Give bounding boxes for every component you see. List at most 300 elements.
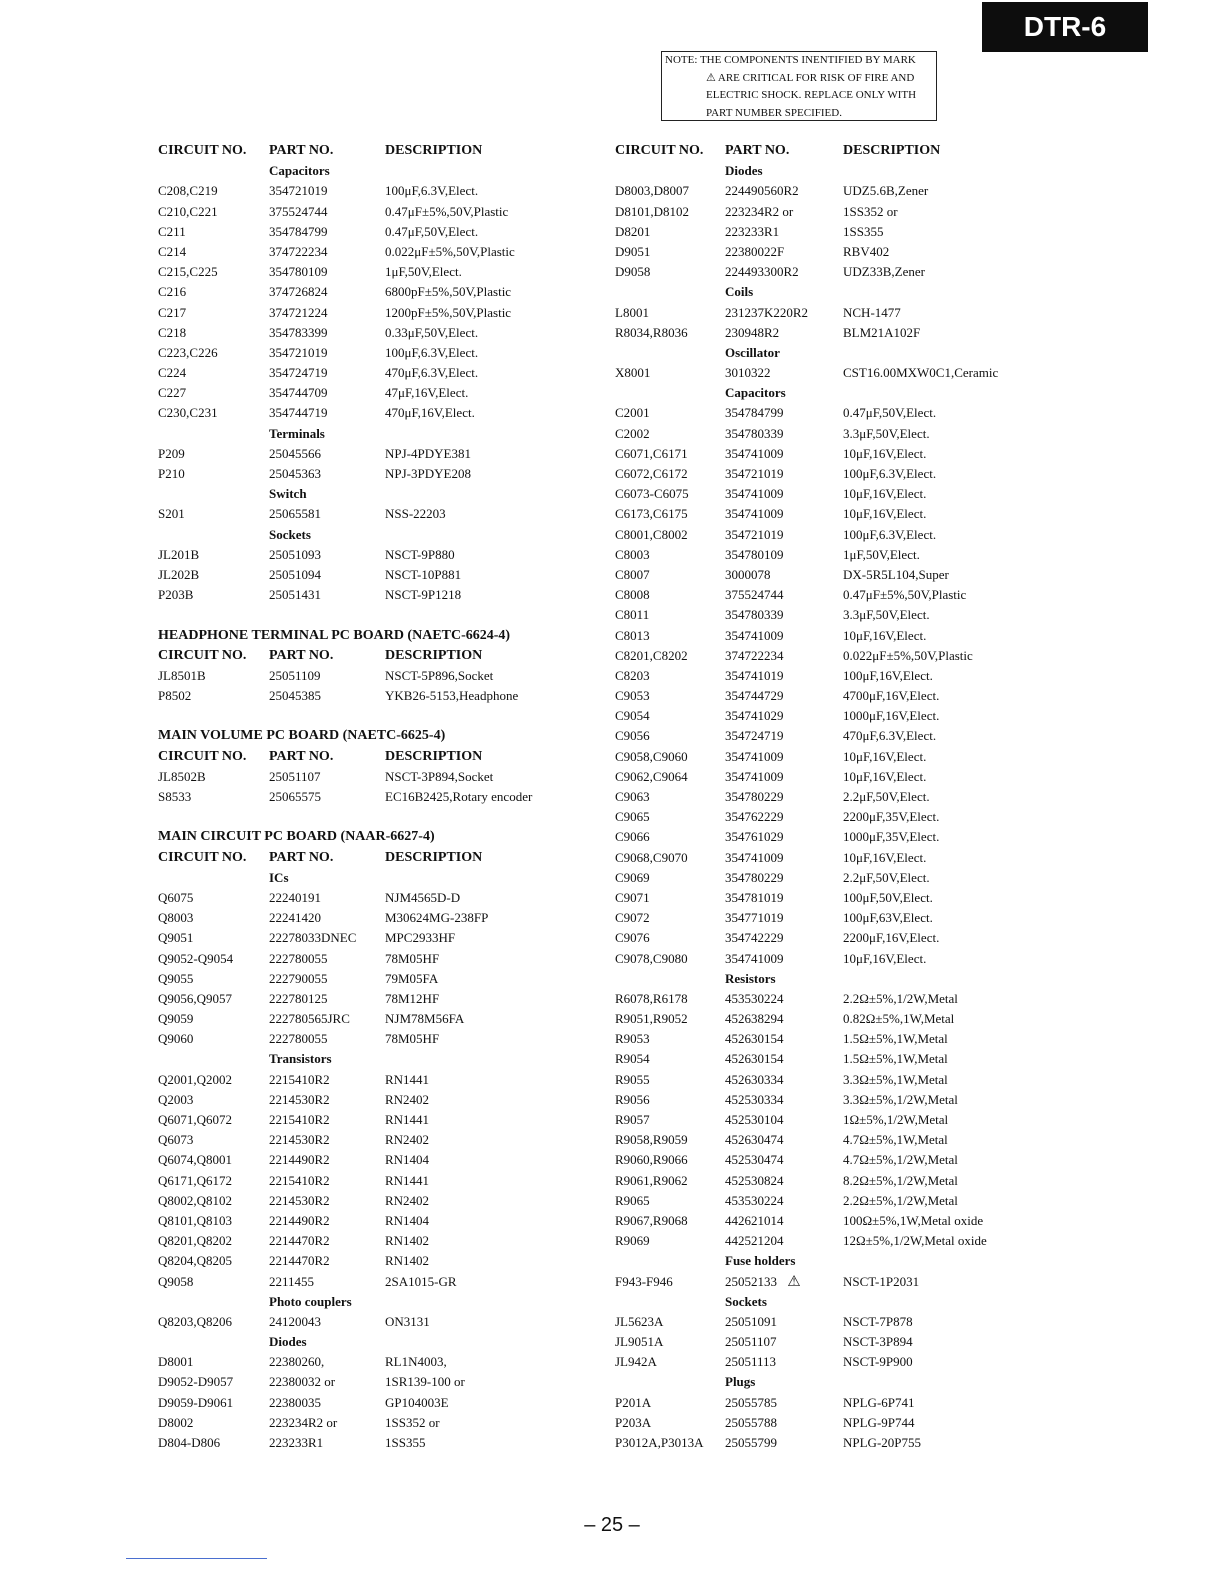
part-no bbox=[725, 888, 843, 908]
description: 3.3Ω±5%,1W,Metal bbox=[843, 1071, 948, 1087]
part-no bbox=[725, 706, 843, 726]
circuit-no: Q8002,Q8102 bbox=[158, 1192, 233, 1208]
part-no-text: 375524744 bbox=[269, 203, 328, 219]
group-label: Plugs bbox=[725, 1374, 756, 1390]
description: 78M12HF bbox=[385, 990, 440, 1006]
part-row bbox=[615, 989, 1023, 1009]
part-no bbox=[269, 504, 385, 524]
part-row bbox=[158, 1312, 555, 1332]
part-no bbox=[269, 282, 385, 302]
group-label-row bbox=[615, 969, 1023, 989]
description: 2200μF,16V,Elect. bbox=[843, 930, 940, 946]
part-no bbox=[269, 1171, 385, 1191]
part-row bbox=[615, 1090, 1023, 1110]
part-no bbox=[269, 464, 385, 484]
part-no-text: 22380035 bbox=[269, 1394, 321, 1410]
part-no bbox=[269, 181, 385, 201]
part-no-text: 25051107 bbox=[269, 768, 321, 784]
part-row bbox=[158, 363, 555, 383]
part-no-text: 354721019 bbox=[269, 344, 328, 360]
part-row bbox=[615, 848, 1023, 868]
part-no-text: 25052133 bbox=[725, 1273, 777, 1289]
part-no bbox=[269, 1433, 385, 1453]
description: DX-5R5L104,Super bbox=[843, 566, 949, 582]
description: 1SS355 bbox=[385, 1435, 426, 1450]
group-label: Switch bbox=[269, 486, 307, 502]
part-no-text: 354780109 bbox=[725, 546, 784, 562]
description: NJM78M56FA bbox=[385, 1011, 465, 1027]
circuit-no: C8201,C8202 bbox=[615, 647, 688, 663]
spacer bbox=[158, 706, 555, 726]
part-no bbox=[725, 605, 843, 625]
circuit-no: Q9055 bbox=[158, 970, 194, 986]
part-no bbox=[725, 1130, 843, 1150]
description: NPLG-20P755 bbox=[843, 1435, 922, 1450]
description: 2.2Ω±5%,1/2W,Metal bbox=[843, 990, 958, 1006]
part-no bbox=[269, 908, 385, 928]
part-row bbox=[158, 787, 555, 807]
part-row bbox=[615, 1211, 1023, 1231]
circuit-no: C9053 bbox=[615, 688, 650, 704]
circuit-no: D9051 bbox=[615, 243, 651, 259]
part-row bbox=[615, 706, 1023, 726]
part-row bbox=[158, 444, 555, 464]
part-no-text: 354741029 bbox=[725, 708, 784, 724]
part-no-text: 354742229 bbox=[725, 930, 784, 946]
empty-cell bbox=[158, 868, 269, 888]
part-no bbox=[725, 1029, 843, 1049]
part-no-text: 354721019 bbox=[269, 183, 328, 199]
part-no-text: 25045363 bbox=[269, 466, 321, 481]
part-row bbox=[158, 504, 555, 524]
description: NCH-1477 bbox=[843, 304, 901, 320]
part-no-text: 354744719 bbox=[269, 405, 328, 421]
part-row bbox=[615, 1231, 1023, 1251]
description: 10μF,16V,Elect. bbox=[843, 486, 927, 502]
circuit-no: C9063 bbox=[615, 789, 650, 804]
description: 1Ω±5%,1/2W,Metal bbox=[843, 1112, 949, 1127]
part-row bbox=[615, 464, 1023, 484]
part-no-text: 354780339 bbox=[725, 607, 784, 623]
part-no-text: 25051431 bbox=[269, 587, 321, 603]
description: 3.3Ω±5%,1/2W,Metal bbox=[843, 1091, 958, 1107]
part-no-text: 25065575 bbox=[269, 789, 321, 804]
part-no bbox=[725, 323, 843, 343]
part-row bbox=[615, 605, 1023, 625]
circuit-no: C9076 bbox=[615, 930, 650, 946]
part-row bbox=[158, 686, 555, 706]
description: 0.47μF,50V,Elect. bbox=[385, 223, 479, 239]
part-row bbox=[158, 1070, 555, 1090]
part-no-text: 374726824 bbox=[269, 284, 328, 300]
part-no bbox=[725, 807, 843, 827]
circuit-no: Q2003 bbox=[158, 1091, 194, 1107]
part-no bbox=[269, 686, 385, 706]
circuit-no: C6173,C6175 bbox=[615, 506, 688, 522]
circuit-no: C8003 bbox=[615, 546, 650, 562]
part-no-text: 25055785 bbox=[725, 1394, 777, 1410]
part-row bbox=[615, 1352, 1023, 1372]
circuit-no: Q6171,Q6172 bbox=[158, 1172, 233, 1188]
circuit-no: Q8201,Q8202 bbox=[158, 1233, 233, 1249]
part-no-text: 374722234 bbox=[725, 647, 784, 663]
warning-triangle-icon: ⚠ bbox=[706, 71, 716, 84]
circuit-no: JL5623A bbox=[615, 1313, 664, 1329]
part-no bbox=[725, 1171, 843, 1191]
description: 1SR139-100 or bbox=[385, 1374, 465, 1390]
part-no bbox=[269, 363, 385, 383]
description: 0.022μF±5%,50V,Plastic bbox=[843, 647, 973, 663]
circuit-no: Q9059 bbox=[158, 1011, 194, 1027]
part-no bbox=[269, 565, 385, 585]
part-no-text: 452530474 bbox=[725, 1152, 784, 1168]
part-row bbox=[615, 202, 1023, 222]
part-no-text: 452530104 bbox=[725, 1112, 784, 1127]
part-no-text: 354762229 bbox=[725, 809, 784, 825]
description: NSCT-7P878 bbox=[843, 1313, 913, 1329]
circuit-no: C218 bbox=[158, 324, 187, 340]
circuit-no: Q9052-Q9054 bbox=[158, 950, 234, 966]
circuit-no: C9056 bbox=[615, 728, 650, 744]
part-row bbox=[158, 242, 555, 262]
part-row bbox=[615, 1191, 1023, 1211]
part-no-text: 354780229 bbox=[725, 789, 784, 804]
part-no bbox=[269, 323, 385, 343]
circuit-no: C9066 bbox=[615, 829, 650, 845]
description: 0.47μF±5%,50V,Plastic bbox=[385, 203, 509, 219]
part-row bbox=[615, 827, 1023, 847]
part-row bbox=[615, 1312, 1023, 1332]
description: 3.3μF,50V,Elect. bbox=[843, 425, 930, 441]
part-no-text: 2215410R2 bbox=[269, 1071, 330, 1087]
description: NSCT-9P1218 bbox=[385, 587, 462, 603]
circuit-no: F943-F946 bbox=[615, 1273, 673, 1289]
circuit-no: R9067,R9068 bbox=[615, 1212, 688, 1228]
description: 8.2Ω±5%,1/2W,Metal bbox=[843, 1172, 958, 1188]
part-row bbox=[158, 1110, 555, 1130]
circuit-no: R9055 bbox=[615, 1071, 650, 1087]
part-no bbox=[269, 202, 385, 222]
circuit-no: R9056 bbox=[615, 1091, 650, 1107]
empty-cell bbox=[158, 525, 269, 545]
part-no bbox=[269, 1251, 385, 1271]
part-row bbox=[615, 1272, 1023, 1292]
part-row bbox=[615, 585, 1023, 605]
description: NSCT-3P894,Socket bbox=[385, 768, 494, 784]
part-row bbox=[158, 545, 555, 565]
group-label-row bbox=[615, 161, 1023, 181]
note-line-4: PART NUMBER SPECIFIED. bbox=[706, 106, 842, 119]
circuit-no: Q8003 bbox=[158, 910, 194, 926]
part-row bbox=[158, 949, 555, 969]
circuit-no: P3012A,P3013A bbox=[615, 1435, 704, 1450]
part-row bbox=[615, 565, 1023, 585]
part-no bbox=[269, 767, 385, 787]
description: 1μF,50V,Elect. bbox=[385, 264, 462, 280]
description: 2.2Ω±5%,1/2W,Metal bbox=[843, 1192, 958, 1208]
description: BLM21A102F bbox=[843, 324, 921, 340]
part-no bbox=[725, 403, 843, 423]
circuit-no: C8007 bbox=[615, 566, 650, 582]
part-no-text: 354781019 bbox=[725, 889, 784, 905]
group-label-row bbox=[158, 161, 555, 181]
part-no-text: 223234R2 or bbox=[725, 203, 794, 219]
part-row bbox=[158, 1251, 555, 1271]
description: 10μF,16V,Elect. bbox=[843, 748, 927, 764]
circuit-no: C230,C231 bbox=[158, 405, 218, 421]
part-no-text: 230948R2 bbox=[725, 324, 780, 340]
part-row bbox=[158, 1009, 555, 1029]
part-no-text: 354783399 bbox=[269, 324, 328, 340]
page-number: – 25 – bbox=[584, 1514, 640, 1536]
description: 10μF,16V,Elect. bbox=[843, 950, 927, 966]
description: 1SS355 bbox=[843, 223, 884, 239]
group-label-row bbox=[615, 282, 1023, 302]
empty-cell bbox=[158, 1292, 269, 1312]
part-row bbox=[615, 928, 1023, 948]
group-label-row bbox=[158, 1332, 555, 1352]
part-row bbox=[615, 1171, 1023, 1191]
circuit-no-header: CIRCUIT NO. bbox=[615, 143, 704, 158]
circuit-no: R9058,R9059 bbox=[615, 1132, 688, 1148]
description: NSCT-9P900 bbox=[843, 1354, 913, 1370]
circuit-no: D9059-D9061 bbox=[158, 1394, 234, 1410]
part-no-text: 25055799 bbox=[725, 1435, 777, 1450]
description: 1SS352 or bbox=[843, 203, 898, 219]
description-header: DESCRIPTION bbox=[385, 143, 483, 158]
part-row bbox=[615, 1029, 1023, 1049]
part-no-text: 222790055 bbox=[269, 970, 328, 986]
part-no bbox=[725, 908, 843, 928]
circuit-no: C6072,C6172 bbox=[615, 466, 688, 481]
description: 1000μF,35V,Elect. bbox=[843, 829, 940, 845]
part-no-text: 374722234 bbox=[269, 243, 328, 259]
part-row bbox=[615, 1413, 1023, 1433]
parts-column-left bbox=[158, 141, 555, 1453]
group-label-row bbox=[158, 1292, 555, 1312]
description: 1μF,50V,Elect. bbox=[843, 546, 920, 562]
circuit-no: C9058,C9060 bbox=[615, 748, 688, 764]
description: 470μF,16V,Elect. bbox=[385, 405, 475, 421]
part-no-text: 25045566 bbox=[269, 445, 321, 461]
part-row bbox=[615, 303, 1023, 323]
safety-note bbox=[661, 51, 937, 121]
description: 1.5Ω±5%,1W,Metal bbox=[843, 1051, 948, 1067]
part-row bbox=[615, 484, 1023, 504]
part-row bbox=[158, 403, 555, 423]
circuit-no: C211 bbox=[158, 223, 186, 239]
description: 47μF,16V,Elect. bbox=[385, 385, 469, 401]
description: 4700μF,16V,Elect. bbox=[843, 688, 940, 704]
description: NSCT-3P894 bbox=[843, 1334, 913, 1350]
description: 10μF,16V,Elect. bbox=[843, 445, 927, 461]
circuit-no: C8008 bbox=[615, 587, 650, 603]
circuit-no: C8203 bbox=[615, 667, 650, 683]
part-row bbox=[615, 1332, 1023, 1352]
part-row bbox=[615, 1049, 1023, 1069]
part-no-text: 452630154 bbox=[725, 1051, 784, 1067]
description: 79M05FA bbox=[385, 970, 439, 986]
part-row bbox=[158, 767, 555, 787]
note-line-2: ⚠ ARE CRITICAL FOR RISK OF FIRE AND bbox=[665, 70, 936, 88]
part-no bbox=[269, 444, 385, 464]
part-no-text: 354741009 bbox=[725, 748, 784, 764]
part-no-text: 223233R1 bbox=[725, 223, 780, 239]
part-no-text: 452530334 bbox=[725, 1091, 784, 1107]
column-header-row bbox=[158, 646, 555, 666]
circuit-no: C208,C219 bbox=[158, 183, 218, 199]
part-row bbox=[615, 262, 1023, 282]
circuit-no: Q9058 bbox=[158, 1273, 194, 1289]
part-row bbox=[158, 1433, 555, 1453]
description: 470μF,6.3V,Elect. bbox=[843, 728, 937, 744]
circuit-no: P203B bbox=[158, 587, 194, 603]
circuit-no: S201 bbox=[158, 506, 185, 522]
part-no bbox=[725, 1070, 843, 1090]
description: 2.2μF,50V,Elect. bbox=[843, 789, 930, 804]
part-row bbox=[158, 928, 555, 948]
circuit-no: R9053 bbox=[615, 1031, 650, 1047]
part-row bbox=[615, 908, 1023, 928]
part-row bbox=[158, 585, 555, 605]
part-no bbox=[269, 1130, 385, 1150]
group-label-row bbox=[158, 868, 555, 888]
circuit-no: Q9051 bbox=[158, 930, 194, 946]
part-no bbox=[725, 949, 843, 969]
section-title: MAIN CIRCUIT PC BOARD (NAAR-6627-4) bbox=[158, 829, 435, 845]
circuit-no: Q6073 bbox=[158, 1132, 194, 1148]
model-tag: DTR-6 bbox=[982, 2, 1148, 52]
part-no-text: 224493300R2 bbox=[725, 264, 799, 280]
part-no bbox=[725, 202, 843, 222]
part-no-text: 25051091 bbox=[725, 1313, 777, 1329]
part-no bbox=[725, 181, 843, 201]
part-no-header: PART NO. bbox=[269, 849, 334, 865]
part-no bbox=[269, 1191, 385, 1211]
part-no-text: 452530824 bbox=[725, 1172, 784, 1188]
circuit-no: X8001 bbox=[615, 365, 651, 381]
circuit-no-header: CIRCUIT NO. bbox=[158, 647, 247, 663]
part-no-text: 2215410R2 bbox=[269, 1112, 330, 1127]
part-row bbox=[615, 747, 1023, 767]
part-no-text: 22240191 bbox=[269, 889, 321, 905]
section-title: MAIN VOLUME PC BOARD (NAETC-6625-4) bbox=[158, 728, 446, 744]
empty-cell bbox=[158, 424, 269, 444]
description-header: DESCRIPTION bbox=[385, 647, 483, 663]
part-no bbox=[269, 787, 385, 807]
part-no bbox=[269, 888, 385, 908]
part-no-text: 25051093 bbox=[269, 546, 321, 562]
part-no bbox=[269, 1150, 385, 1170]
circuit-no: D8002 bbox=[158, 1414, 194, 1430]
part-no bbox=[725, 928, 843, 948]
description-header: DESCRIPTION bbox=[385, 748, 483, 764]
part-no bbox=[269, 383, 385, 403]
description: 100μF,63V,Elect. bbox=[843, 910, 933, 926]
part-row bbox=[615, 868, 1023, 888]
part-no bbox=[269, 1110, 385, 1130]
part-no-text: 354741009 bbox=[725, 486, 784, 502]
circuit-no: L8001 bbox=[615, 304, 649, 320]
part-no bbox=[725, 484, 843, 504]
part-row bbox=[615, 222, 1023, 242]
part-no-text: 24120043 bbox=[269, 1313, 321, 1329]
description: RN2402 bbox=[385, 1192, 430, 1208]
circuit-no: C224 bbox=[158, 365, 187, 381]
description: 0.33μF,50V,Elect. bbox=[385, 324, 479, 340]
part-no-text: 223234R2 or bbox=[269, 1414, 338, 1430]
description: RN2402 bbox=[385, 1132, 430, 1148]
description: NPLG-9P744 bbox=[843, 1414, 915, 1430]
part-row bbox=[615, 444, 1023, 464]
part-row bbox=[615, 626, 1023, 646]
part-no-text: 3000078 bbox=[725, 566, 771, 582]
description: 2SA1015-GR bbox=[385, 1273, 457, 1289]
part-no-text: 2214530R2 bbox=[269, 1091, 330, 1107]
part-no bbox=[269, 1372, 385, 1392]
part-row bbox=[615, 646, 1023, 666]
warning-triangle-icon: ⚠ bbox=[787, 1273, 801, 1290]
circuit-no: C227 bbox=[158, 385, 187, 401]
circuit-no: R9051,R9052 bbox=[615, 1011, 688, 1027]
description: 4.7Ω±5%,1/2W,Metal bbox=[843, 1152, 958, 1168]
part-row bbox=[158, 1130, 555, 1150]
part-no-text: 354741019 bbox=[725, 667, 784, 683]
group-label: Fuse holders bbox=[725, 1253, 796, 1269]
part-no bbox=[269, 1231, 385, 1251]
circuit-no: R9054 bbox=[615, 1051, 650, 1067]
circuit-no: JL8501B bbox=[158, 667, 206, 683]
group-label-row bbox=[615, 383, 1023, 403]
part-row bbox=[158, 1029, 555, 1049]
description: 2200μF,35V,Elect. bbox=[843, 809, 940, 825]
part-no-text: 223233R1 bbox=[269, 1435, 324, 1450]
circuit-no: R8034,R8036 bbox=[615, 324, 688, 340]
part-no-text: 22380032 or bbox=[269, 1374, 336, 1390]
part-no-text: 453530224 bbox=[725, 1192, 784, 1208]
description: 10μF,16V,Elect. bbox=[843, 506, 927, 522]
part-no bbox=[269, 1312, 385, 1332]
part-no-text: 452638294 bbox=[725, 1011, 784, 1027]
circuit-no: C217 bbox=[158, 304, 187, 320]
description: 10μF,16V,Elect. bbox=[843, 849, 927, 865]
part-no bbox=[725, 525, 843, 545]
group-label: Sockets bbox=[269, 526, 311, 542]
part-no-text: 452630334 bbox=[725, 1071, 784, 1087]
group-label: Capacitors bbox=[269, 163, 330, 179]
circuit-no: P209 bbox=[158, 445, 185, 461]
part-row bbox=[158, 969, 555, 989]
description: NPJ-3PDYE208 bbox=[385, 466, 471, 481]
circuit-no: D8101,D8102 bbox=[615, 203, 690, 219]
part-row bbox=[158, 1171, 555, 1191]
part-no-text: 354721019 bbox=[725, 466, 784, 481]
circuit-no: C210,C221 bbox=[158, 203, 218, 219]
part-no-text: 354741009 bbox=[725, 506, 784, 522]
column-header-row bbox=[158, 141, 555, 161]
part-no-text: 3010322 bbox=[725, 365, 771, 381]
circuit-no: D8001 bbox=[158, 1354, 194, 1370]
description: RL1N4003, bbox=[385, 1354, 447, 1370]
part-no-text: 25051107 bbox=[725, 1334, 777, 1350]
part-no bbox=[269, 1070, 385, 1090]
part-no bbox=[725, 787, 843, 807]
description: GP104003E bbox=[385, 1394, 449, 1410]
part-no-text: 222780055 bbox=[269, 1031, 328, 1047]
part-no-text: 2215410R2 bbox=[269, 1172, 330, 1188]
description: NPLG-6P741 bbox=[843, 1394, 915, 1410]
circuit-no: R9057 bbox=[615, 1112, 650, 1127]
